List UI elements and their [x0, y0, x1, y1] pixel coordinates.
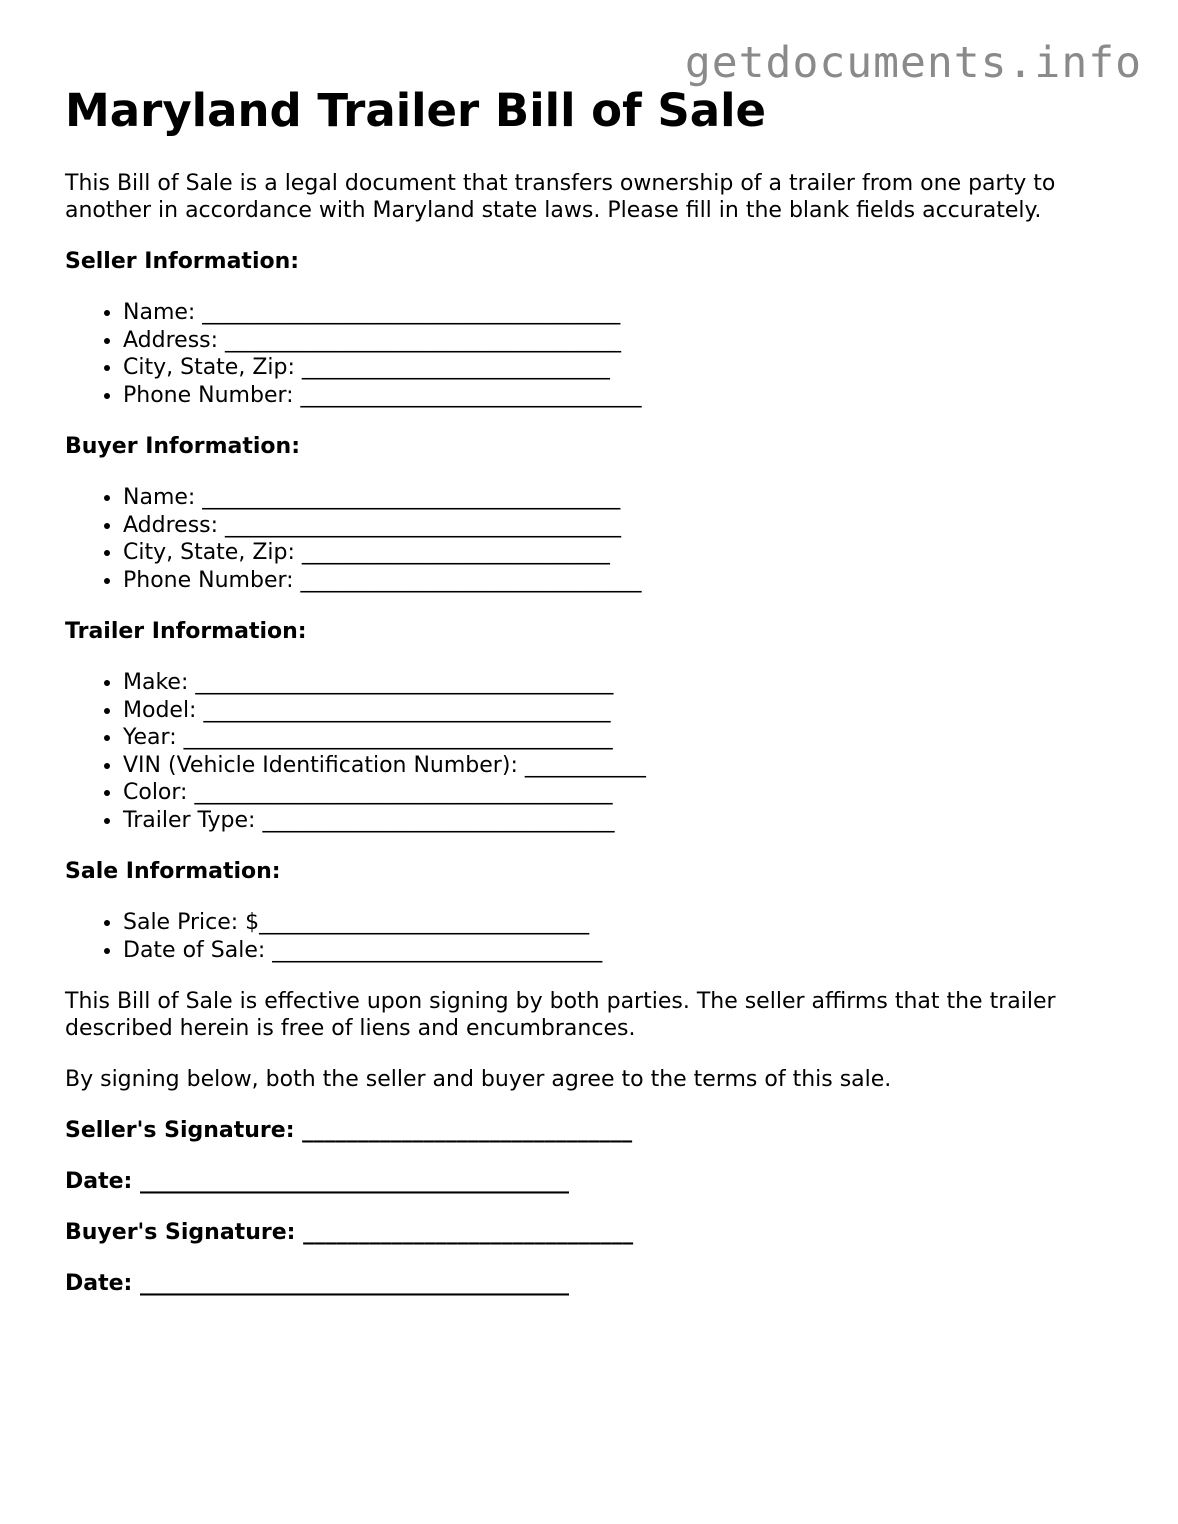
- seller-city-state-zip-field[interactable]: • City, State, Zip: ____________________________: [123, 354, 1125, 382]
- trailer-model-field[interactable]: • Model: _____________________________________: [123, 697, 1125, 725]
- seller-address-field[interactable]: • Address: ____________________________________: [123, 327, 1125, 355]
- intro-paragraph: This Bill of Sale is a legal document that transfers ownership of a trailer from one party to another in accordance with Maryland state laws. Please fill in the blank fields accurately.: [65, 171, 1056, 223]
- agreement-paragraph: By signing below, both the seller and buyer agree to the terms of this sale.: [65, 1067, 892, 1092]
- buyer-date-field[interactable]: Date: _______________________________________: [65, 1271, 570, 1296]
- seller-date-field[interactable]: Date: _______________________________________: [65, 1169, 570, 1194]
- buyer-signature-field[interactable]: Buyer's Signature: ______________________________: [65, 1220, 634, 1245]
- effective-paragraph: This Bill of Sale is effective upon signing by both parties. The seller affirms that the trailer described herein is free of liens and encumbrances.: [65, 989, 1056, 1041]
- trailer-type-field[interactable]: • Trailer Type: ________________________________: [123, 807, 1125, 835]
- seller-signature-field[interactable]: Seller's Signature: ______________________________: [65, 1118, 633, 1143]
- trailer-year-field[interactable]: • Year: _______________________________________: [123, 724, 1125, 752]
- sale-heading: Sale Information:: [65, 859, 281, 884]
- trailer-make-field[interactable]: • Make: ______________________________________: [123, 669, 1125, 697]
- buyer-city-state-zip-field[interactable]: • City, State, Zip: ____________________________: [123, 539, 1125, 567]
- seller-name-field[interactable]: • Name: ______________________________________: [123, 299, 1125, 327]
- seller-phone-field[interactable]: • Phone Number: _______________________________: [123, 382, 1125, 410]
- sale-list: [65, 909, 1125, 964]
- document-page: [65, 82, 1125, 1297]
- buyer-list: [65, 484, 1125, 594]
- buyer-heading: Buyer Information:: [65, 434, 300, 459]
- buyer-name-field[interactable]: • Name: ______________________________________: [123, 484, 1125, 512]
- trailer-heading: Trailer Information:: [65, 619, 307, 644]
- buyer-address-field[interactable]: • Address: ____________________________________: [123, 512, 1125, 540]
- buyer-phone-field[interactable]: • Phone Number: _______________________________: [123, 567, 1125, 595]
- sale-price-field[interactable]: • Sale Price: $______________________________: [123, 909, 1125, 937]
- trailer-list: [65, 669, 1125, 834]
- seller-list: [65, 299, 1125, 409]
- trailer-vin-field[interactable]: • VIN (Vehicle Identification Number): ___________: [123, 752, 1125, 780]
- watermark: getdocuments.info: [684, 38, 1142, 88]
- trailer-color-field[interactable]: • Color: ______________________________________: [123, 779, 1125, 807]
- page-title: Maryland Trailer Bill of Sale: [65, 84, 767, 137]
- sale-date-field[interactable]: • Date of Sale: ______________________________: [123, 937, 1125, 965]
- seller-heading: Seller Information:: [65, 249, 300, 274]
